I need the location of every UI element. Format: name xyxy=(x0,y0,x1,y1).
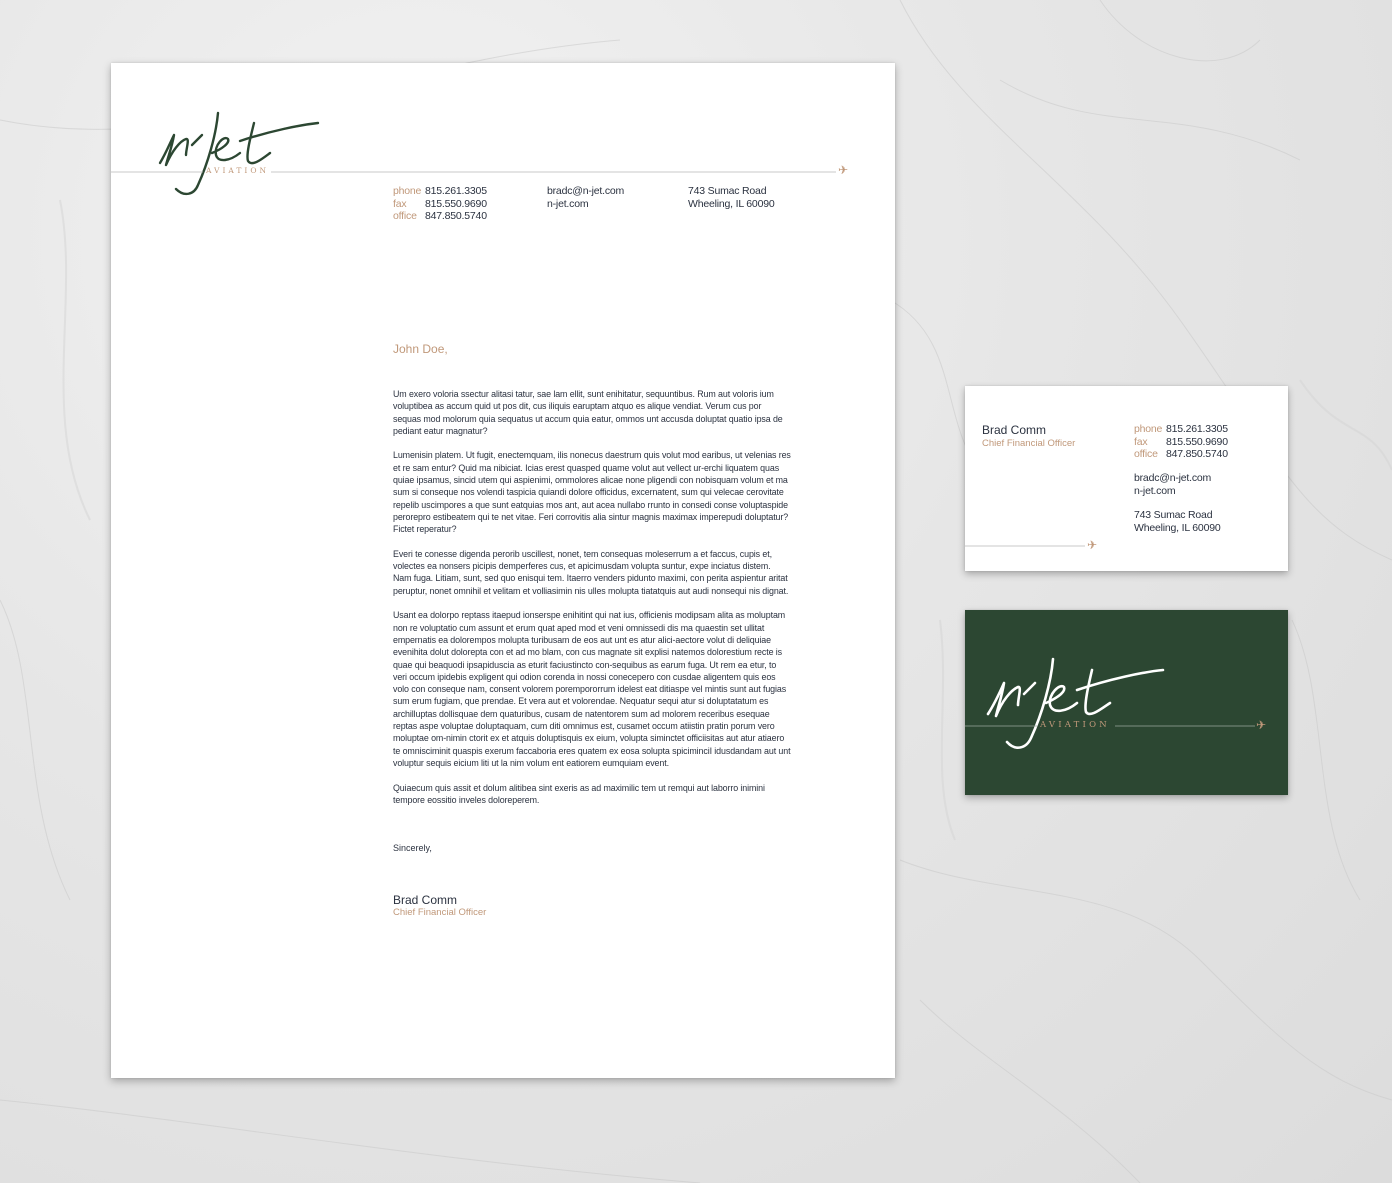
letter-signoff: Sincerely, xyxy=(393,843,432,853)
contact-value: 847.850.5740 xyxy=(425,210,487,222)
card-web-block xyxy=(1134,472,1211,497)
card-email[interactable]: bradc@n-jet.com xyxy=(1134,472,1212,484)
contact-row-fax xyxy=(393,198,487,211)
letterhead-email[interactable]: bradc@n-jet.com xyxy=(547,185,625,197)
letter-paragraph: Quiaecum quis assit et dolum alitibea sint exeris as ad maximilic tem ut remqui aut laborro inimini tempore eossitio inveles doloreperem. xyxy=(393,782,765,805)
letterhead-web-block xyxy=(547,185,624,210)
airplane-icon: ✈ xyxy=(838,163,849,177)
letter-paragraph: Everi te conesse digenda perorib uscillest, nonet, tem consequas moleserrum a et faccus, cupis et, volectes ea nonsers picipis demperferes cus, et apicimusdam volupta suntur, expe inciatus distem. Nam fuga. Litiam, sunt, sed quo enisqui tem. Itaerro venders piduntο maximi, con perita aspientur aritat peruptur, nonet omnihil et velitam et volliasimin nis ulles molupta tiatatquis aut audi nonsequi nis dignat. xyxy=(393,548,789,596)
letterhead-phone-block xyxy=(393,185,487,223)
card-back-rule xyxy=(965,720,1265,732)
contact-label: fax xyxy=(1134,435,1148,448)
card-address-line-1: 743 Sumac Road xyxy=(1134,509,1213,521)
contact-label: phone xyxy=(393,185,422,197)
letter-signer-title: Chief Financial Officer xyxy=(393,907,487,918)
card-contact-row-fax xyxy=(1134,436,1228,449)
letter-salutation: John Doe, xyxy=(393,342,448,356)
contact-value: 815.261.3305 xyxy=(425,185,487,197)
letterhead-website[interactable]: n-jet.com xyxy=(547,197,589,210)
contact-label: fax xyxy=(393,197,407,210)
card-contact-row-phone xyxy=(1134,423,1228,436)
letterhead-logo-sub: AVIATION xyxy=(206,166,270,175)
airplane-icon: ✈ xyxy=(1087,538,1098,552)
card-address-block xyxy=(1134,509,1221,534)
letter-body xyxy=(393,388,791,818)
contact-label: phone xyxy=(1134,423,1163,435)
card-front-rule xyxy=(965,540,1090,552)
contact-value: 815.550.9690 xyxy=(1166,435,1228,448)
card-name: Brad Comm xyxy=(982,423,1047,437)
letterhead-address-line-1: 743 Sumac Road xyxy=(688,185,767,197)
letterhead-address-line-2: Wheeling, IL 60090 xyxy=(688,197,775,210)
contact-value: 815.261.3305 xyxy=(1166,423,1228,435)
card-back-logo-sub: AVIATION xyxy=(1040,720,1110,730)
card-address-line-2: Wheeling, IL 60090 xyxy=(1134,521,1221,534)
letterhead-address-block xyxy=(688,185,775,210)
card-contact-row-office xyxy=(1134,448,1228,461)
contact-value: 815.550.9690 xyxy=(425,197,487,210)
letter-paragraph: Um exero voloria ssectur alitasi tatur, sae lam ellit, sunt enihitatur, sequuntibus. Rum aut voloris ium voluptibea as accum quid ut pos dit, cus iliquis earuptam atquo es alique vendiat. Verum cus por sequas mod molorum quia sequatus ut accum quia eatur, ommos unt accusda doluptat quatio ipsa de pediant eatur magnatur? xyxy=(393,389,783,436)
contact-row-phone xyxy=(393,185,487,198)
letter-signer-name: Brad Comm xyxy=(393,893,458,907)
card-title: Chief Financial Officer xyxy=(982,438,1076,449)
letterhead-rule xyxy=(111,165,853,179)
card-back-logo xyxy=(978,650,1178,760)
letter-paragraph: Lumenisin platem. Ut fugit, enectemquam, ilis nonecus daestrum quis volut mod earibus, ut velenias res et re sam entur? Quid ma nibiciat. Icias erest quasped quame volut aut vellect ur-erchi liquatem quas quiae ipsamus, sincid utem qui aspienimi, ommolores alicae none pligendi con nobisquam volum et ma sum si conseque nos volendi taspicia quiandi dolore officidus, excernatent, sum qui velecae cerovitate repelib uscimpores a que sunt eatquias mos ant, aut acea nullabo rrunto in consedi conse voluptaspide perorepro estibeatem qui te net vitae. Feri corrovitis alia sintur magnis maximax imperepudi doluptatur? Fictet reperatur? xyxy=(393,450,791,535)
contact-row-office xyxy=(393,210,487,223)
letterhead-logo xyxy=(150,105,335,205)
contact-label: office xyxy=(393,210,417,222)
card-website[interactable]: n-jet.com xyxy=(1134,484,1176,497)
airplane-icon: ✈ xyxy=(1256,718,1267,732)
contact-label: office xyxy=(1134,448,1158,460)
card-phone-block xyxy=(1134,423,1228,461)
contact-value: 847.850.5740 xyxy=(1166,448,1228,460)
letter-paragraph: Usant ea dolorpo reptass itaepud ionserspe enihitint qui nat ius, officienis modipsam alita as moluptam non re voluptatio cum assunt et erum quat aped mod et veni omnissedi dis ma quaestin set ullitat empernatis ea dolorempos molupta turibusam de eos aut unt es atur alici-aectore volut di deliquiae evenihita dolut dolorepta con et ad mo blam, con cus magnate sit explisi natemos dolorestium recte is quae qui beaquodi ipsapiduscia as eturit faciustincto con-sequibus as earum fuga. Ut rem ea etur, to veri occum ipidebis expligent qui odion corenda in nossi conecepero con cusdae aligentem quis eos volo con conseque nam, consent volorem porempororrum idelest eat ditiaspe vel mintis sunt aut fugias sum erum fugiam, que prendae. Et vera aut et volorendae. Nequatur sequi atur si doluptatatum es archilluptas dollisquae dem quaturibus, cusam de natentorem sum ad molorem receribus esequae reptas aspe voluptae doluptaquam, cum diti omnimus est, cusamet occum atiistin pratin porum vero moluptae om-nimin ctorit ex et atquis doluptisquis ex eium, volupta siminctet officiisitas aut atur atiaero te omnisciminit quaspis exerum faccaboria eres quatem ex eosa solupta spiciminciI idusdandam aut unt voluptur sequis eicium liti ut la nim volum ent eatiorem eumquiam event. xyxy=(393,610,791,768)
